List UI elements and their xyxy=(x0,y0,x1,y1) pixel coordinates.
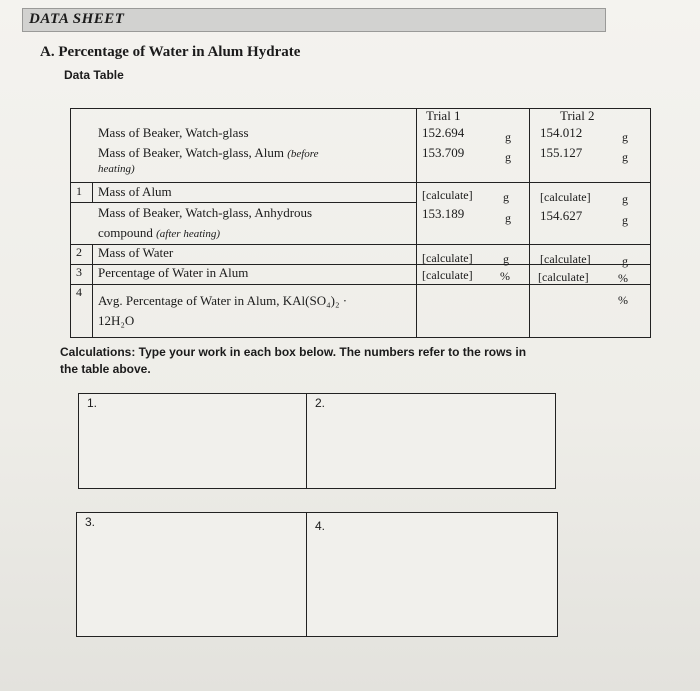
trial1-beaker-glass[interactable]: 152.694 xyxy=(422,125,465,140)
calc-box-label: 4. xyxy=(315,519,326,533)
row-label-anhydrous-2: compound (after heating) xyxy=(98,225,220,240)
trial2-header: Trial 2 xyxy=(560,108,595,123)
unit: g xyxy=(505,211,511,225)
row-label-pct-water: Percentage of Water in Alum xyxy=(98,265,249,280)
row-label-avg-pct-formula: 12H₂O xyxy=(98,313,135,328)
row-note-before-heating: heating) xyxy=(98,163,135,175)
trial1-anhydrous[interactable]: 153.189 xyxy=(422,206,465,221)
header-title: DATA SHEET xyxy=(29,11,125,27)
row-label-beaker-glass: Mass of Beaker, Watch-glass xyxy=(98,125,249,140)
trial2-anhydrous[interactable]: 154.627 xyxy=(540,208,583,223)
trial1-mass-alum[interactable]: [calculate] xyxy=(422,188,473,202)
section-title: A. Percentage of Water in Alum Hydrate xyxy=(40,44,301,60)
unit: g xyxy=(505,130,511,144)
trial2-mass-water[interactable]: [calculate] xyxy=(540,252,591,266)
row-number: 1 xyxy=(76,184,82,198)
calc-box-label: 1. xyxy=(87,396,98,410)
unit: % xyxy=(618,293,628,307)
row-label-mass-water: Mass of Water xyxy=(98,245,174,260)
row-number: 3 xyxy=(76,265,82,279)
trial1-mass-water[interactable]: [calculate] xyxy=(422,251,473,265)
trial2-beaker-glass[interactable]: 154.012 xyxy=(540,125,583,140)
data-sheet-header xyxy=(22,8,606,32)
calc-box-label: 2. xyxy=(315,396,326,410)
unit: g xyxy=(622,150,628,164)
table-title: Data Table xyxy=(64,68,124,82)
trial2-beaker-alum[interactable]: 155.127 xyxy=(540,145,583,160)
calc-box-2[interactable] xyxy=(306,393,556,489)
row-number: 4 xyxy=(76,285,82,299)
unit: % xyxy=(618,271,628,285)
unit: g xyxy=(622,213,628,227)
trial2-mass-alum[interactable]: [calculate] xyxy=(540,190,591,204)
trial1-header: Trial 1 xyxy=(426,108,461,123)
row-label-mass-alum: Mass of Alum xyxy=(98,184,172,199)
number-cell-divider xyxy=(92,284,93,338)
trial2-pct-water[interactable]: [calculate] xyxy=(538,270,589,284)
calculations-instructions-2: the table above. xyxy=(60,362,151,376)
number-cell-divider xyxy=(92,182,93,202)
column-divider xyxy=(529,108,530,338)
trial1-pct-water[interactable]: [calculate] xyxy=(422,268,473,282)
unit: g xyxy=(622,130,628,144)
unit: g xyxy=(622,254,628,268)
unit: g xyxy=(503,190,509,204)
unit: g xyxy=(622,192,628,206)
calculations-instructions: Calculations: Type your work in each box below. The numbers refer to the rows in xyxy=(60,345,527,359)
row-number: 2 xyxy=(76,245,82,259)
calc-box-3[interactable] xyxy=(76,512,307,637)
row-label-beaker-alum: Mass of Beaker, Watch-glass, Alum (before xyxy=(98,145,319,160)
unit: g xyxy=(503,252,509,266)
unit: g xyxy=(505,150,511,164)
row-label-avg-pct: Avg. Percentage of Water in Alum, KAl(SO₄)₂ · xyxy=(98,293,348,308)
calc-box-label: 3. xyxy=(85,515,96,529)
row-divider xyxy=(70,182,651,183)
number-cell-divider xyxy=(92,244,93,284)
row-label-anhydrous: Mass of Beaker, Watch-glass, Anhydrous xyxy=(98,205,313,220)
calc-box-1[interactable] xyxy=(78,393,307,489)
unit: % xyxy=(500,269,510,283)
column-divider xyxy=(416,108,417,338)
trial1-beaker-alum[interactable]: 153.709 xyxy=(422,145,465,160)
calc-box-4[interactable] xyxy=(306,512,558,637)
row-divider xyxy=(70,202,416,203)
